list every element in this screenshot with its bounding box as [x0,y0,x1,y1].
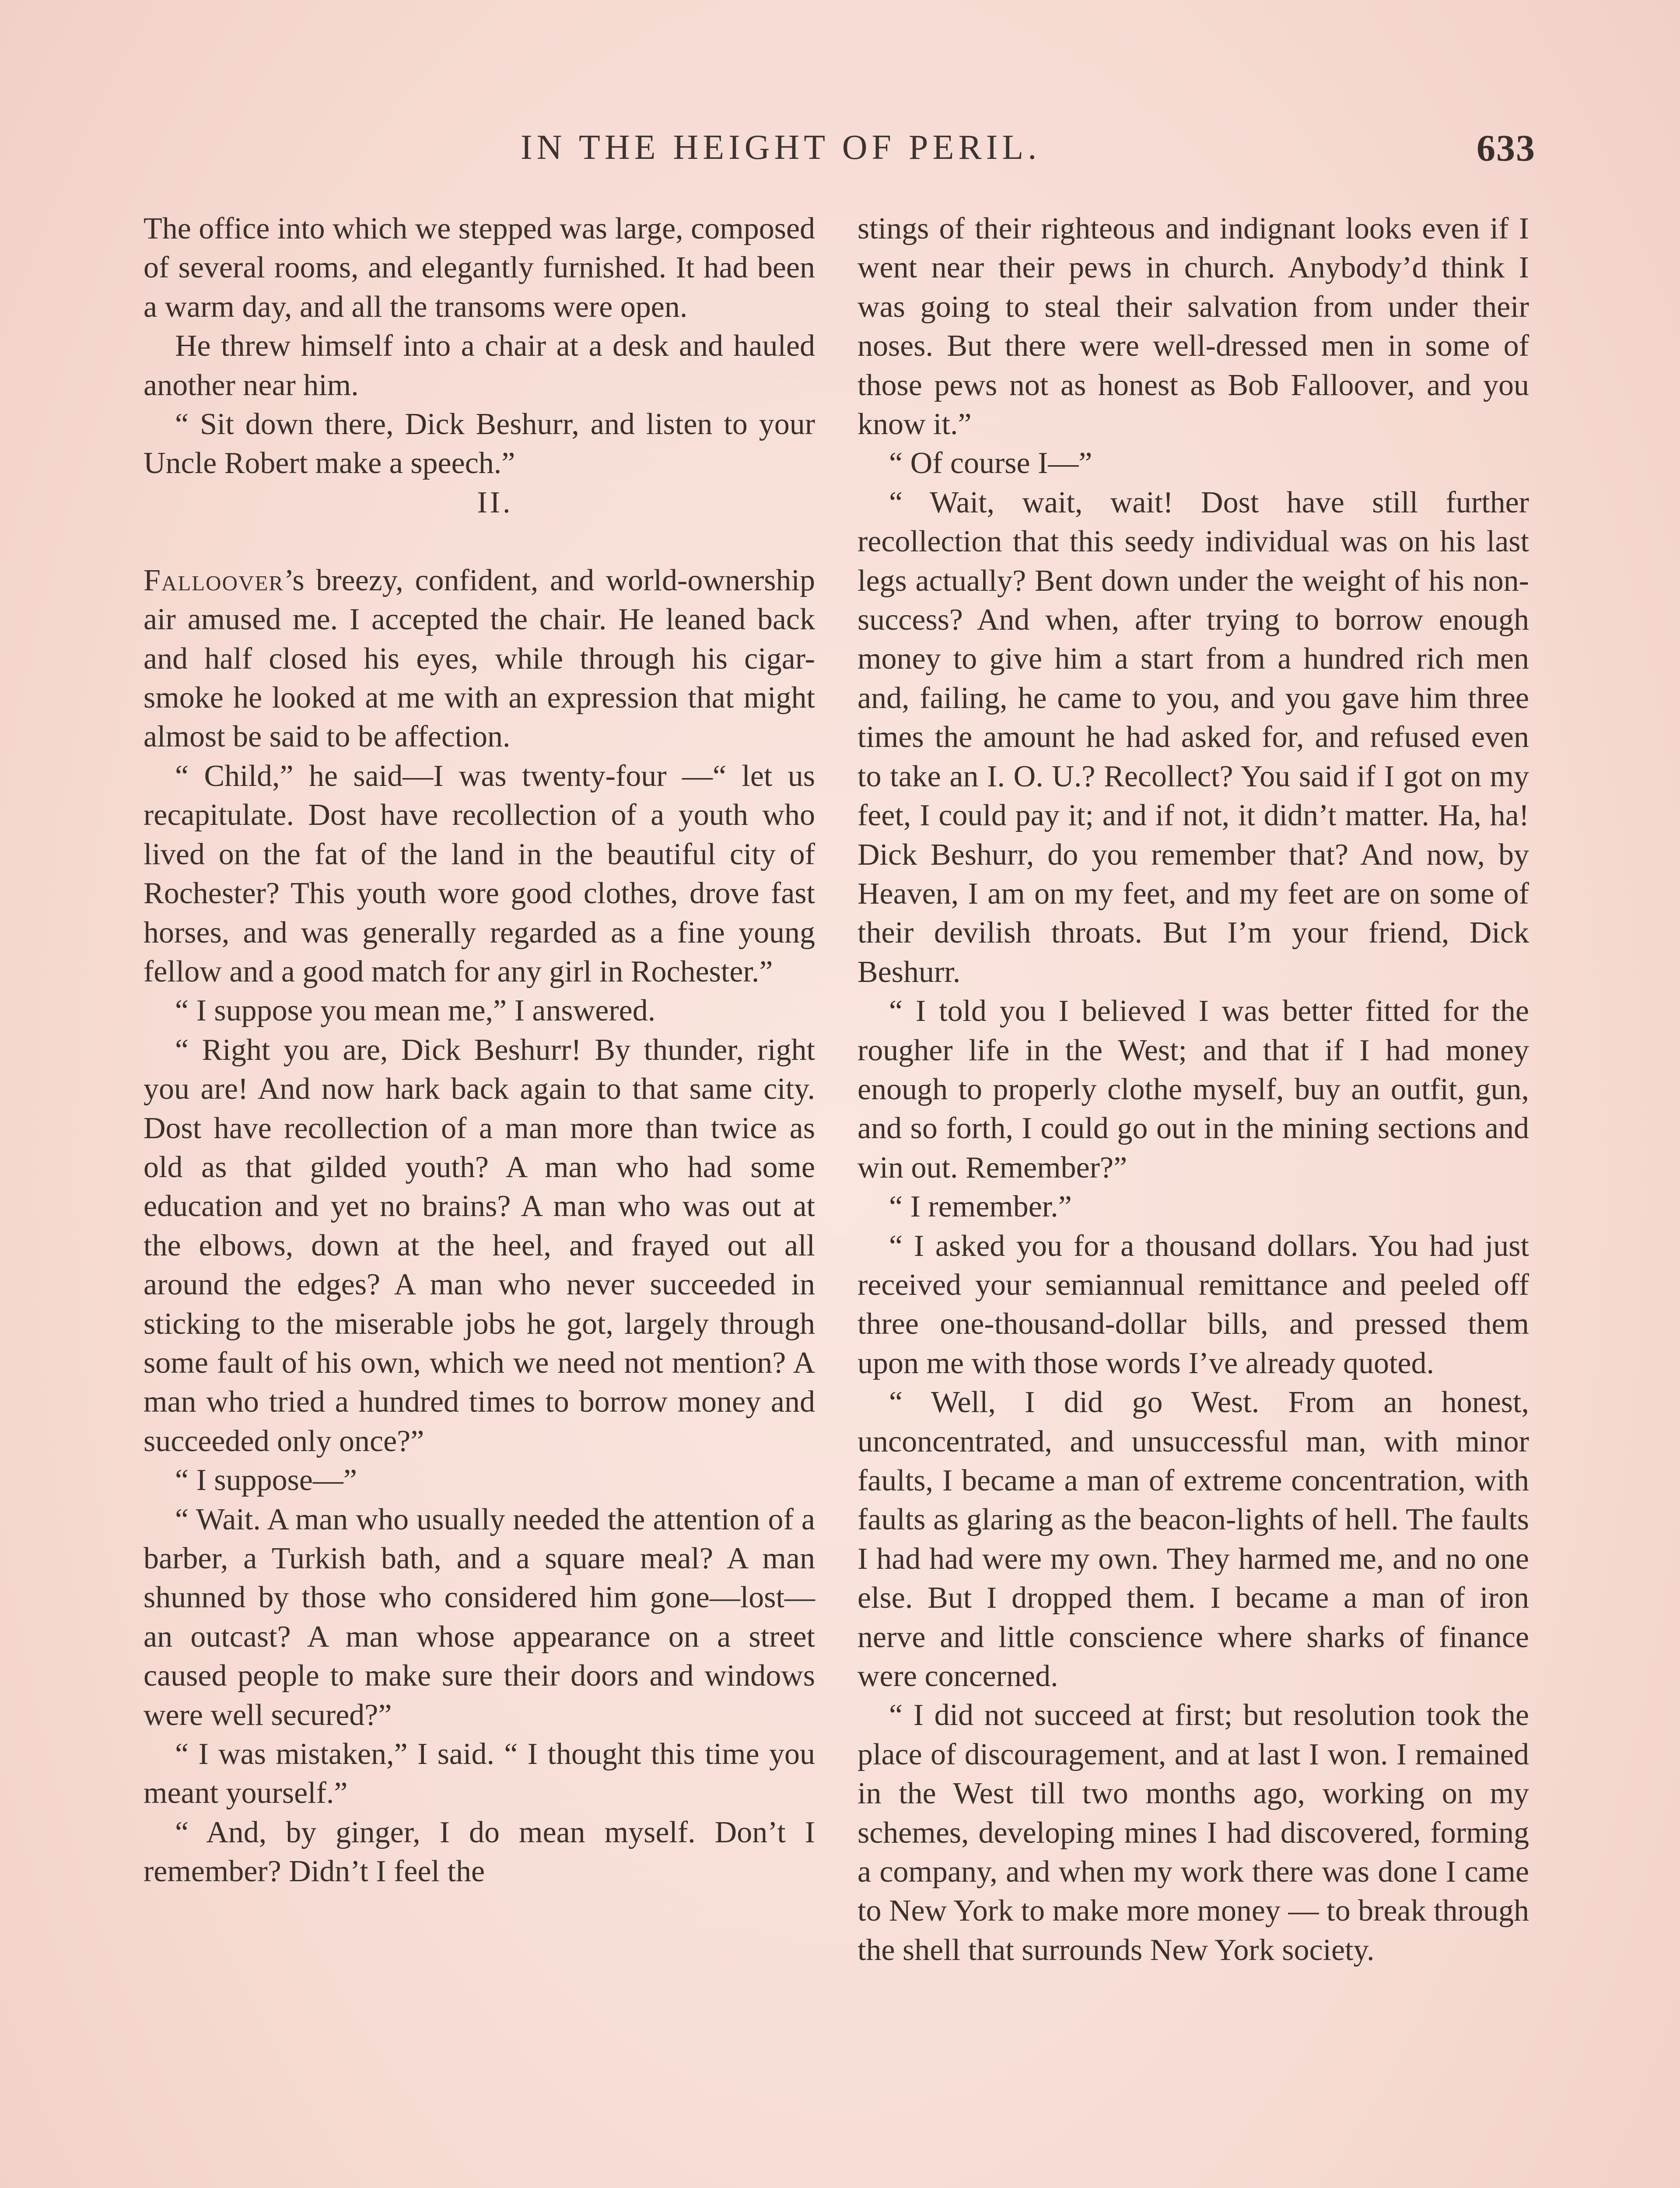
right-text-column [858,209,1529,1970]
paragraph: “ I asked you for a thousand dollars. You had just received your semiannual remittance and peeled off three one-thousand-dollar bills, and pressed them upon me with those words I’ve already quoted. [858,1229,1529,1380]
paragraph: “ Of course I—” [889,446,1092,480]
running-head-title: IN THE HEIGHT OF PERIL. [521,128,1041,167]
paragraph: “ Wait, wait, wait! Dost have still further recollection that this seedy individual was on his last legs actually? Bent down under the weight of his non-success? And when, after trying to borrow enough money to give him a start from a hundred rich men and, failing, he came to you, and you gave him three times the amount he had asked for, and refused even to take an I. O. U.? Recollect? You said if I got on my feet, I could pay it; and if not, it didn’t matter. Ha, ha! Dick Beshurr, do you remember that? And now, by Heaven, I am on my feet, and my feet are on some of their devilish throats. But I’m your friend, Dick Beshurr. [858,485,1529,989]
paragraph: He threw himself into a chair at a desk and hauled another near him. [144,329,815,402]
paragraph: “ I told you I believed I was better fitted for the rougher life in the West; and that if I had money enough to properly clothe myself, buy an outfit, gun, and so forth, I could go out in the mining sections and win out. Remember?” [858,994,1529,1185]
left-text-column [144,209,815,1891]
paragraph [144,561,815,757]
character-name-smallcaps: Falloover [144,563,284,597]
section-heading: II. [477,485,513,519]
paragraph: “ I remember.” [889,1190,1072,1224]
paragraph-text: ’s breezy, confident, and world-ownership air amused me. I accepted the chair. He leaned back and half closed his eyes, while through his cigar-smoke he looked at me with an expression that might almost be said to be affection. [144,563,815,754]
paragraph: “ I suppose—” [175,1463,357,1497]
paragraph: “ I did not succeed at first; but resolution took the place of discouragement, and at last I won. I remained in the West till two months ago, working on my schemes, developing mines I had discovered, forming a company, and when my work there was done I came to New York to make more money — to break through the shell that surrounds New York society. [858,1698,1529,1967]
paragraph: “ And, by ginger, I do mean myself. Don’t I remember? Didn’t I feel the [144,1815,815,1889]
paragraph: “ Right you are, Dick Beshurr! By thunder, right you are! And now hark back again to that same city. Dost have recollection of a man more than twice as old as that gilded youth? A man who had some education and yet no brains? A man who was out at the elbows, down at the heel, and frayed out all around the edges? A man who never succeeded in sticking to the miserable jobs he got, largely through some fault of his own, which we need not mention? A man who tried a hundred times to borrow money and succeeded only once?” [144,1033,815,1458]
paragraph: “ I was mistaken,” I said. “ I thought this time you meant yourself.” [144,1737,815,1810]
paragraph: “ Wait. A man who usually needed the attention of a barber, a Turkish bath, and a square meal? A man shunned by those who considered him gone—lost— an outcast? A man whose appearance on a street caused people to make sure their doors and windows were well secured?” [144,1502,815,1732]
page-number: 633 [1477,127,1536,169]
paragraph: stings of their righteous and indignant looks even if I went near their pews in church. Anybody’d think I was going to steal their salvation from under their noses. But there were well-dressed men in some of those pews not as honest as Bob Falloover, and you know it.” [858,212,1529,442]
paragraph: “ Child,” he said—I was twenty-four —“ let us recapitulate. Dost have recollection of a youth who lived on the fat of the land in the beautiful city of Rochester? This youth wore good clothes, drove fast horses, and was generally regarded as a fine young fellow and a good match for any girl in Rochester.” [144,759,815,989]
paragraph: “ Sit down there, Dick Beshurr, and listen to your Uncle Robert make a speech.” [144,407,815,480]
paragraph: “ Well, I did go West. From an honest, unconcentrated, and unsuccessful man, with minor faults, I became a man of extreme concentration, with faults as glaring as the beacon-lights of hell. The faults I had had were my own. They harmed me, and no one else. But I dropped them. I became a man of iron nerve and little conscience where sharks of finance were concerned. [858,1385,1529,1694]
paragraph: “ I suppose you mean me,” I answered. [175,994,656,1028]
paragraph: The office into which we stepped was large, composed of several rooms, and elegantly furnished. It had been a warm day, and all the transoms were open. [144,212,816,324]
